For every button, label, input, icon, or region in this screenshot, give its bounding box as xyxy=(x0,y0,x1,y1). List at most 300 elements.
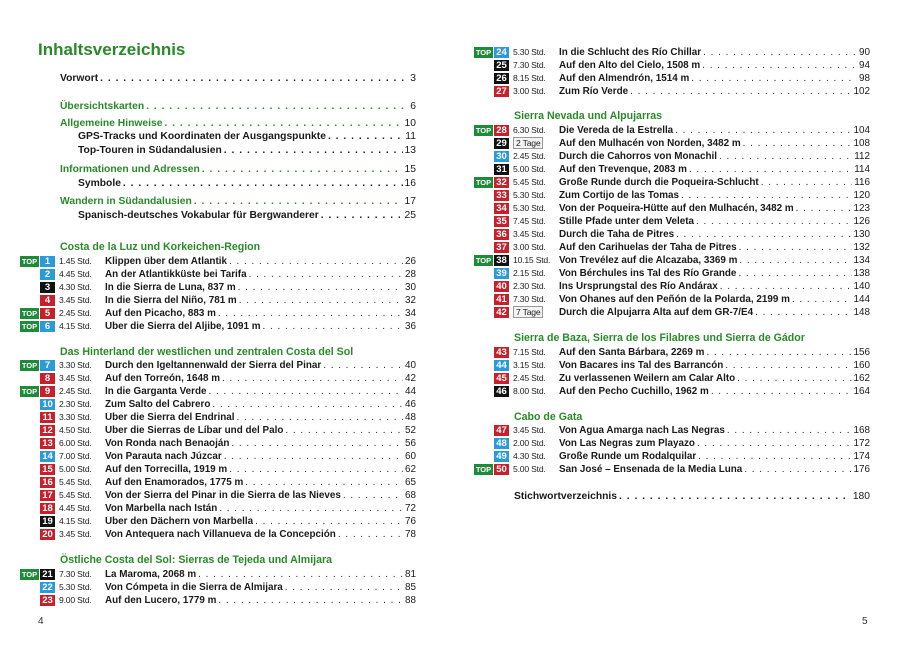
route-duration: 3.45 Std. xyxy=(513,425,546,435)
route-duration: 2.00 Std. xyxy=(513,438,546,448)
dot-leader xyxy=(249,269,403,280)
route-number-badge: 11 xyxy=(40,412,55,423)
route-number-badge: 8 xyxy=(40,373,55,384)
route-duration: 5.00 Std. xyxy=(513,464,546,474)
route-row[interactable] xyxy=(474,267,870,279)
route-duration: 9.00 Std. xyxy=(59,595,92,605)
route-row[interactable] xyxy=(20,463,416,475)
toc-entry[interactable] xyxy=(78,130,416,143)
route-duration: 5.30 Std. xyxy=(513,203,546,213)
route-entry xyxy=(105,269,416,280)
route-entry xyxy=(559,73,870,84)
route-entry xyxy=(105,399,416,410)
route-number-badge: 28 xyxy=(494,125,509,136)
toc-entry-label: Informationen und Adressen xyxy=(60,164,200,175)
route-row[interactable] xyxy=(474,306,870,318)
route-row[interactable] xyxy=(20,502,416,514)
route-entry xyxy=(105,582,416,593)
dot-leader xyxy=(255,516,403,527)
route-duration: 2.45 Std. xyxy=(513,151,546,161)
route-title: Zum Cortijo de las Tomas xyxy=(559,189,679,201)
route-entry xyxy=(559,307,870,318)
route-page: 40 xyxy=(405,359,416,371)
route-title: Auf den Enamorados, 1775 m xyxy=(105,476,244,488)
route-row[interactable] xyxy=(20,320,416,332)
top-badge: TOP xyxy=(21,360,38,370)
dot-leader xyxy=(703,47,857,58)
route-title: Auf den Picacho, 883 m xyxy=(105,307,216,319)
route-entry xyxy=(559,268,870,279)
route-page: 90 xyxy=(859,46,870,58)
route-title: Zum Salto del Cabrero xyxy=(105,398,211,410)
dot-leader xyxy=(698,451,851,462)
route-row[interactable] xyxy=(474,124,870,136)
dot-leader xyxy=(323,360,403,371)
route-title: Große Runde durch die Poqueira-Schlucht xyxy=(559,176,759,188)
route-title: Die Vereda de la Estrella xyxy=(559,124,674,136)
dot-leader xyxy=(696,216,852,227)
region-heading: Östliche Costa del Sol: Sierras de Tejeda und Almijara xyxy=(60,554,332,566)
toc-entry[interactable] xyxy=(60,72,416,85)
toc-entry-page: 6 xyxy=(410,101,416,112)
route-row[interactable] xyxy=(20,528,416,540)
route-page: 30 xyxy=(405,281,416,293)
toc-entry[interactable] xyxy=(60,195,416,208)
route-page: 123 xyxy=(853,202,870,214)
route-row[interactable] xyxy=(474,202,870,214)
route-title: Auf den Torrecilla, 1919 m xyxy=(105,463,228,475)
toc-entry-page: 16 xyxy=(404,178,416,189)
route-entry xyxy=(559,47,870,58)
route-row[interactable] xyxy=(474,228,870,240)
route-duration: 5.45 Std. xyxy=(59,490,92,500)
route-entry xyxy=(105,282,416,293)
route-page: 130 xyxy=(853,228,870,240)
route-row[interactable] xyxy=(474,359,870,371)
route-row[interactable] xyxy=(474,280,870,292)
toc-entry-label: Wandern in Südandalusien xyxy=(60,196,192,207)
route-entry xyxy=(559,347,870,358)
route-row[interactable] xyxy=(474,59,870,71)
route-duration: 3.00 Std. xyxy=(513,242,546,252)
route-page: 168 xyxy=(853,424,870,436)
route-row[interactable] xyxy=(20,268,416,280)
route-number-badge: 27 xyxy=(494,86,509,97)
route-row[interactable] xyxy=(20,372,416,384)
duration-box: 7 Tage xyxy=(513,306,543,318)
route-page: 78 xyxy=(405,528,416,540)
dot-leader xyxy=(727,425,852,436)
toc-entry-page: 13 xyxy=(404,145,416,156)
route-title: Klippen über dem Atlantik xyxy=(105,255,227,267)
route-page: 138 xyxy=(853,267,870,279)
route-duration: 10.15 Std. xyxy=(513,255,551,265)
dot-leader xyxy=(697,438,852,449)
route-number-badge: 40 xyxy=(494,281,509,292)
toc-entry[interactable] xyxy=(78,209,416,222)
route-title: Von Bacares ins Tal des Barrancón xyxy=(559,359,724,371)
toc-entry-label: Vorwort xyxy=(60,73,99,84)
dot-leader xyxy=(619,490,851,503)
top-badge: TOP xyxy=(21,386,38,396)
route-row[interactable] xyxy=(474,437,870,449)
route-page: 132 xyxy=(853,241,870,253)
route-number-badge: 4 xyxy=(40,295,55,306)
route-number-badge: 31 xyxy=(494,164,509,175)
route-entry xyxy=(559,464,870,475)
route-number-badge: 36 xyxy=(494,229,509,240)
route-duration: 7.45 Std. xyxy=(513,216,546,226)
dot-leader xyxy=(706,347,851,358)
route-row[interactable] xyxy=(20,385,416,397)
route-entry xyxy=(105,464,416,475)
route-row[interactable] xyxy=(20,359,416,371)
route-duration: 4.45 Std. xyxy=(59,269,92,279)
route-title: Auf den Almendrón, 1514 m xyxy=(559,72,690,84)
route-row[interactable] xyxy=(20,437,416,449)
route-title: Über die Sierra del Aljibe, 1091 m xyxy=(105,320,261,332)
route-title: Von Ohanes auf den Peñón de la Polarda, 2199 m xyxy=(559,293,790,305)
route-duration: 2.30 Std. xyxy=(513,281,546,291)
route-page: 81 xyxy=(405,568,416,580)
route-page: 174 xyxy=(853,450,870,462)
route-page: 116 xyxy=(854,176,870,188)
dot-leader xyxy=(691,73,857,84)
top-badge: TOP xyxy=(475,255,492,265)
route-row[interactable] xyxy=(20,424,416,436)
route-page: 44 xyxy=(405,385,416,397)
route-page: 28 xyxy=(405,268,416,280)
route-title: Auf den Lucero, 1779 m xyxy=(105,594,217,606)
route-row[interactable] xyxy=(474,85,870,97)
route-row[interactable] xyxy=(474,463,870,475)
route-entry xyxy=(559,216,870,227)
route-title: In die Garganta Verde xyxy=(105,385,207,397)
route-title: Über die Sierra del Endrinal xyxy=(105,411,235,423)
route-entry xyxy=(105,308,416,319)
route-entry xyxy=(559,177,870,188)
route-row[interactable] xyxy=(474,163,870,175)
dot-leader xyxy=(209,386,403,397)
route-page: 56 xyxy=(405,437,416,449)
dot-leader xyxy=(675,125,851,136)
top-badge: TOP xyxy=(21,321,38,331)
route-row[interactable] xyxy=(474,254,870,266)
route-duration: 4.45 Std. xyxy=(59,503,92,513)
route-title: Auf den Mulhacén von Norden, 3482 m xyxy=(559,137,741,149)
route-number-badge: 29 xyxy=(494,138,509,149)
dot-leader xyxy=(761,177,853,188)
page-number-right: 5 xyxy=(862,616,868,627)
dot-leader xyxy=(792,294,852,305)
route-duration: 6.30 Std. xyxy=(513,125,546,135)
route-title: Von Cómpeta in die Sierra de Almijara xyxy=(105,581,283,593)
dot-leader xyxy=(239,295,403,306)
route-duration: 1.45 Std. xyxy=(59,256,92,266)
dot-leader xyxy=(743,138,852,149)
toc-entry[interactable] xyxy=(60,100,416,113)
route-row[interactable] xyxy=(20,411,416,423)
route-row[interactable] xyxy=(20,515,416,527)
dot-leader xyxy=(224,451,403,462)
route-number-badge: 46 xyxy=(494,386,509,397)
route-number-badge: 7 xyxy=(40,360,55,371)
toc-entry[interactable] xyxy=(78,177,416,190)
route-row[interactable] xyxy=(474,46,870,58)
route-duration: 7.00 Std. xyxy=(59,451,92,461)
route-number-badge: 33 xyxy=(494,190,509,201)
route-entry xyxy=(559,425,870,436)
route-number-badge: 20 xyxy=(40,529,55,540)
dot-leader xyxy=(202,163,403,176)
toc-entry-label: Spanisch-deutsches Vokabular für Bergwanderer xyxy=(78,210,319,221)
route-entry xyxy=(559,386,870,397)
route-number-badge: 17 xyxy=(40,490,55,501)
route-title: Auf den Carihuelas der Taha de Pitres xyxy=(559,241,737,253)
dot-leader xyxy=(238,282,403,293)
route-row[interactable] xyxy=(474,293,870,305)
route-number-badge: 34 xyxy=(494,203,509,214)
route-duration: 2.45 Std. xyxy=(513,373,546,383)
route-number-badge: 30 xyxy=(494,151,509,162)
route-page: 162 xyxy=(853,372,870,384)
route-duration: 2.45 Std. xyxy=(59,308,92,318)
route-entry xyxy=(105,373,416,384)
route-duration: 5.45 Std. xyxy=(513,177,546,187)
route-row[interactable] xyxy=(20,450,416,462)
page-title: Inhaltsverzeichnis xyxy=(38,40,186,59)
route-number-badge: 12 xyxy=(40,425,55,436)
route-entry xyxy=(105,360,416,371)
route-entry xyxy=(105,451,416,462)
toc-entry-index[interactable] xyxy=(514,490,870,503)
route-title: Durch den Igeltannenwald der Sierra del Pinar xyxy=(105,359,322,371)
route-entry xyxy=(559,125,870,136)
dot-leader xyxy=(285,582,403,593)
route-number-badge: 48 xyxy=(494,438,509,449)
route-number-badge: 3 xyxy=(40,282,55,293)
route-page: 60 xyxy=(405,450,416,462)
toc-entry[interactable] xyxy=(60,117,416,130)
route-number-badge: 6 xyxy=(40,321,55,332)
dot-leader xyxy=(676,229,851,240)
route-row[interactable] xyxy=(20,255,416,267)
route-title: Von Agua Amarga nach Las Negras xyxy=(559,424,725,436)
route-page: 120 xyxy=(853,189,870,201)
route-duration xyxy=(509,138,559,148)
route-row[interactable] xyxy=(474,215,870,227)
dot-leader xyxy=(237,412,404,423)
route-title: In die Schlucht des Río Chillar xyxy=(559,46,702,58)
route-page: 112 xyxy=(854,150,870,162)
region-heading: Cabo de Gata xyxy=(514,411,583,423)
dot-leader xyxy=(343,490,403,501)
route-page: 42 xyxy=(405,372,416,384)
route-page: 48 xyxy=(405,411,416,423)
route-row[interactable] xyxy=(20,294,416,306)
route-page: 104 xyxy=(853,124,870,136)
route-entry xyxy=(105,412,416,423)
dot-leader xyxy=(711,386,852,397)
route-number-badge: 15 xyxy=(40,464,55,475)
route-row[interactable] xyxy=(474,241,870,253)
route-title: Ins Ursprungstal des Río Andárax xyxy=(559,280,718,292)
route-number-badge: 18 xyxy=(40,503,55,514)
route-title: Von Parauta nach Júzcar xyxy=(105,450,222,462)
route-number-badge: 44 xyxy=(494,360,509,371)
left-page xyxy=(0,0,454,648)
dot-leader xyxy=(229,464,403,475)
route-duration: 3.15 Std. xyxy=(513,360,546,370)
route-row[interactable] xyxy=(20,489,416,501)
route-duration: 4.30 Std. xyxy=(59,282,92,292)
route-number-badge: 37 xyxy=(494,242,509,253)
route-duration: 4.15 Std. xyxy=(59,321,92,331)
route-row[interactable] xyxy=(474,176,870,188)
top-badge: TOP xyxy=(475,47,492,57)
route-row[interactable] xyxy=(20,281,416,293)
toc-entry-label: GPS-Tracks und Koordinaten der Ausgangspunkte xyxy=(78,131,326,142)
duration-box: 2 Tage xyxy=(513,137,543,149)
route-page: 34 xyxy=(405,307,416,319)
route-title: Zu verlassenen Weilern am Calar Alto xyxy=(559,372,736,384)
toc-entry-label: Stichwortverzeichnis xyxy=(514,491,617,502)
dot-leader xyxy=(321,209,403,222)
route-title: Durch die Alpujarra Alta auf dem GR-7/E4 xyxy=(559,306,754,318)
route-page: 65 xyxy=(405,476,416,488)
route-row[interactable] xyxy=(474,189,870,201)
route-row[interactable] xyxy=(474,385,870,397)
dot-leader xyxy=(194,195,403,208)
route-page: 76 xyxy=(405,515,416,527)
route-page: 98 xyxy=(859,72,870,84)
route-entry xyxy=(559,164,870,175)
route-entry xyxy=(105,295,416,306)
route-duration: 4.15 Std. xyxy=(59,516,92,526)
route-duration: 7.15 Std. xyxy=(513,347,546,357)
route-number-badge: 2 xyxy=(40,269,55,280)
dot-leader xyxy=(245,477,403,488)
route-entry xyxy=(105,425,416,436)
route-page: 94 xyxy=(859,59,870,71)
dot-leader xyxy=(739,255,851,266)
region-heading: Costa de la Luz und Korkeichen-Region xyxy=(60,241,261,253)
route-title: Von Las Negras zum Playazo xyxy=(559,437,695,449)
route-duration: 3.45 Std. xyxy=(513,229,546,239)
route-entry xyxy=(105,438,416,449)
dot-leader xyxy=(222,373,403,384)
route-page: 52 xyxy=(405,424,416,436)
route-row[interactable] xyxy=(20,581,416,593)
route-duration: 5.45 Std. xyxy=(59,477,92,487)
route-page: 176 xyxy=(853,463,870,475)
route-row[interactable] xyxy=(474,372,870,384)
route-entry xyxy=(105,529,416,540)
dot-leader xyxy=(755,307,851,318)
route-row[interactable] xyxy=(474,424,870,436)
route-row[interactable] xyxy=(20,568,416,580)
route-entry xyxy=(559,86,870,97)
dot-leader xyxy=(681,190,852,201)
route-row[interactable] xyxy=(474,346,870,358)
toc-entry-page: 180 xyxy=(852,491,870,502)
route-row[interactable] xyxy=(20,307,416,319)
dot-leader xyxy=(796,203,852,214)
route-title: In die Sierra de Luna, 837 m xyxy=(105,281,236,293)
route-entry xyxy=(105,503,416,514)
top-badge: TOP xyxy=(21,256,38,266)
route-duration: 3.00 Std. xyxy=(513,86,546,96)
route-number-badge: 50 xyxy=(494,464,509,475)
route-page: 102 xyxy=(853,85,870,97)
region-heading: Sierra Nevada und Alpujarras xyxy=(514,110,662,122)
route-entry xyxy=(105,321,416,332)
route-row[interactable] xyxy=(20,476,416,488)
route-page: 68 xyxy=(405,489,416,501)
route-duration: 6.00 Std. xyxy=(59,438,92,448)
toc-entry-page: 10 xyxy=(404,118,416,129)
route-number-badge: 25 xyxy=(494,60,509,71)
route-row[interactable] xyxy=(474,450,870,462)
route-entry xyxy=(559,138,870,149)
route-number-badge: 1 xyxy=(40,256,55,267)
dot-leader xyxy=(224,144,403,157)
route-duration: 3.45 Std. xyxy=(59,295,92,305)
dot-leader xyxy=(720,281,852,292)
dot-leader xyxy=(689,164,852,175)
toc-entry[interactable] xyxy=(78,144,416,157)
dot-leader xyxy=(285,425,403,436)
dot-leader xyxy=(739,242,852,253)
route-page: 114 xyxy=(854,163,870,175)
route-entry xyxy=(559,360,870,371)
route-entry xyxy=(559,438,870,449)
route-page: 172 xyxy=(853,437,870,449)
route-row[interactable] xyxy=(20,594,416,606)
route-entry xyxy=(105,490,416,501)
route-page: 148 xyxy=(853,306,870,318)
route-number-badge: 38 xyxy=(494,255,509,266)
route-entry xyxy=(105,477,416,488)
route-row[interactable] xyxy=(20,398,416,410)
route-page: 144 xyxy=(853,293,870,305)
route-title: Auf den Pecho Cuchillo, 1962 m xyxy=(559,385,709,397)
region-heading: Sierra de Baza, Sierra de los Filabres und Sierra de Gádor xyxy=(514,332,805,344)
route-number-badge: 32 xyxy=(494,177,509,188)
route-row[interactable] xyxy=(474,137,870,149)
toc-entry-label: Symbole xyxy=(78,178,121,189)
top-badge: TOP xyxy=(475,464,492,474)
route-number-badge: 24 xyxy=(494,47,509,58)
route-entry xyxy=(559,229,870,240)
top-badge: TOP xyxy=(21,569,38,579)
top-badge: TOP xyxy=(475,177,492,187)
route-duration: 3.30 Std. xyxy=(59,412,92,422)
route-row[interactable] xyxy=(474,150,870,162)
route-duration: 8.15 Std. xyxy=(513,73,546,83)
route-duration: 5.30 Std. xyxy=(59,582,92,592)
route-title: Von Marbella nach Istán xyxy=(105,502,218,514)
route-number-badge: 10 xyxy=(40,399,55,410)
route-row[interactable] xyxy=(474,72,870,84)
route-entry xyxy=(105,516,416,527)
dot-leader xyxy=(263,321,404,332)
route-duration: 7.30 Std. xyxy=(59,569,92,579)
toc-entry-page: 17 xyxy=(404,196,416,207)
toc-entry[interactable] xyxy=(60,163,416,176)
dot-leader xyxy=(328,130,403,143)
route-duration: 7.30 Std. xyxy=(513,294,546,304)
